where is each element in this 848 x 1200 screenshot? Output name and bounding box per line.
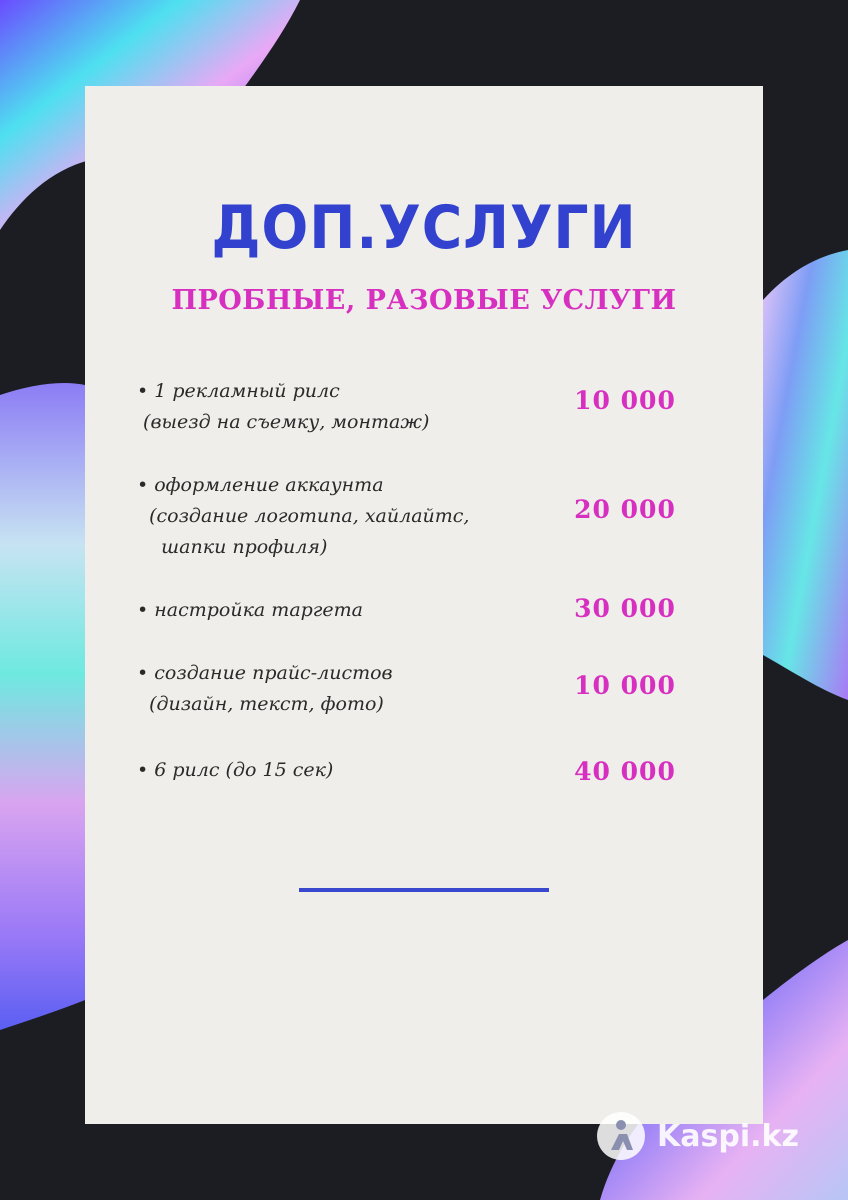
service-item-1: • 1 рекламный рилс (выезд на съемку, монтаж): [137, 380, 430, 433]
kaspi-watermark: [597, 1108, 799, 1164]
divider-line: [299, 888, 549, 892]
kaspi-logo-icon: [597, 1112, 645, 1160]
service-price-5: 40 000: [574, 757, 676, 786]
service-item-3: • настройка таргета: [137, 599, 363, 621]
service-item-4: • создание прайс-листов (дизайн, текст, фото): [137, 662, 393, 715]
page-subtitle: ПРОБНЫЕ, РАЗОВЫЕ УСЛУГИ: [171, 285, 677, 316]
service-price-3: 30 000: [574, 594, 676, 623]
page-title: ДОП.УСЛУГИ: [211, 193, 637, 263]
service-price-4: 10 000: [574, 671, 676, 700]
service-price-2: 20 000: [574, 495, 676, 524]
service-price-1: 10 000: [574, 386, 676, 415]
service-item-5: • 6 рилс (до 15 сек): [137, 759, 334, 781]
kaspi-logo-text: Kaspi.kz: [657, 1118, 799, 1154]
service-item-2: • оформление аккаунта (создание логотипа, хайлайтс, шапки профиля): [137, 474, 470, 558]
